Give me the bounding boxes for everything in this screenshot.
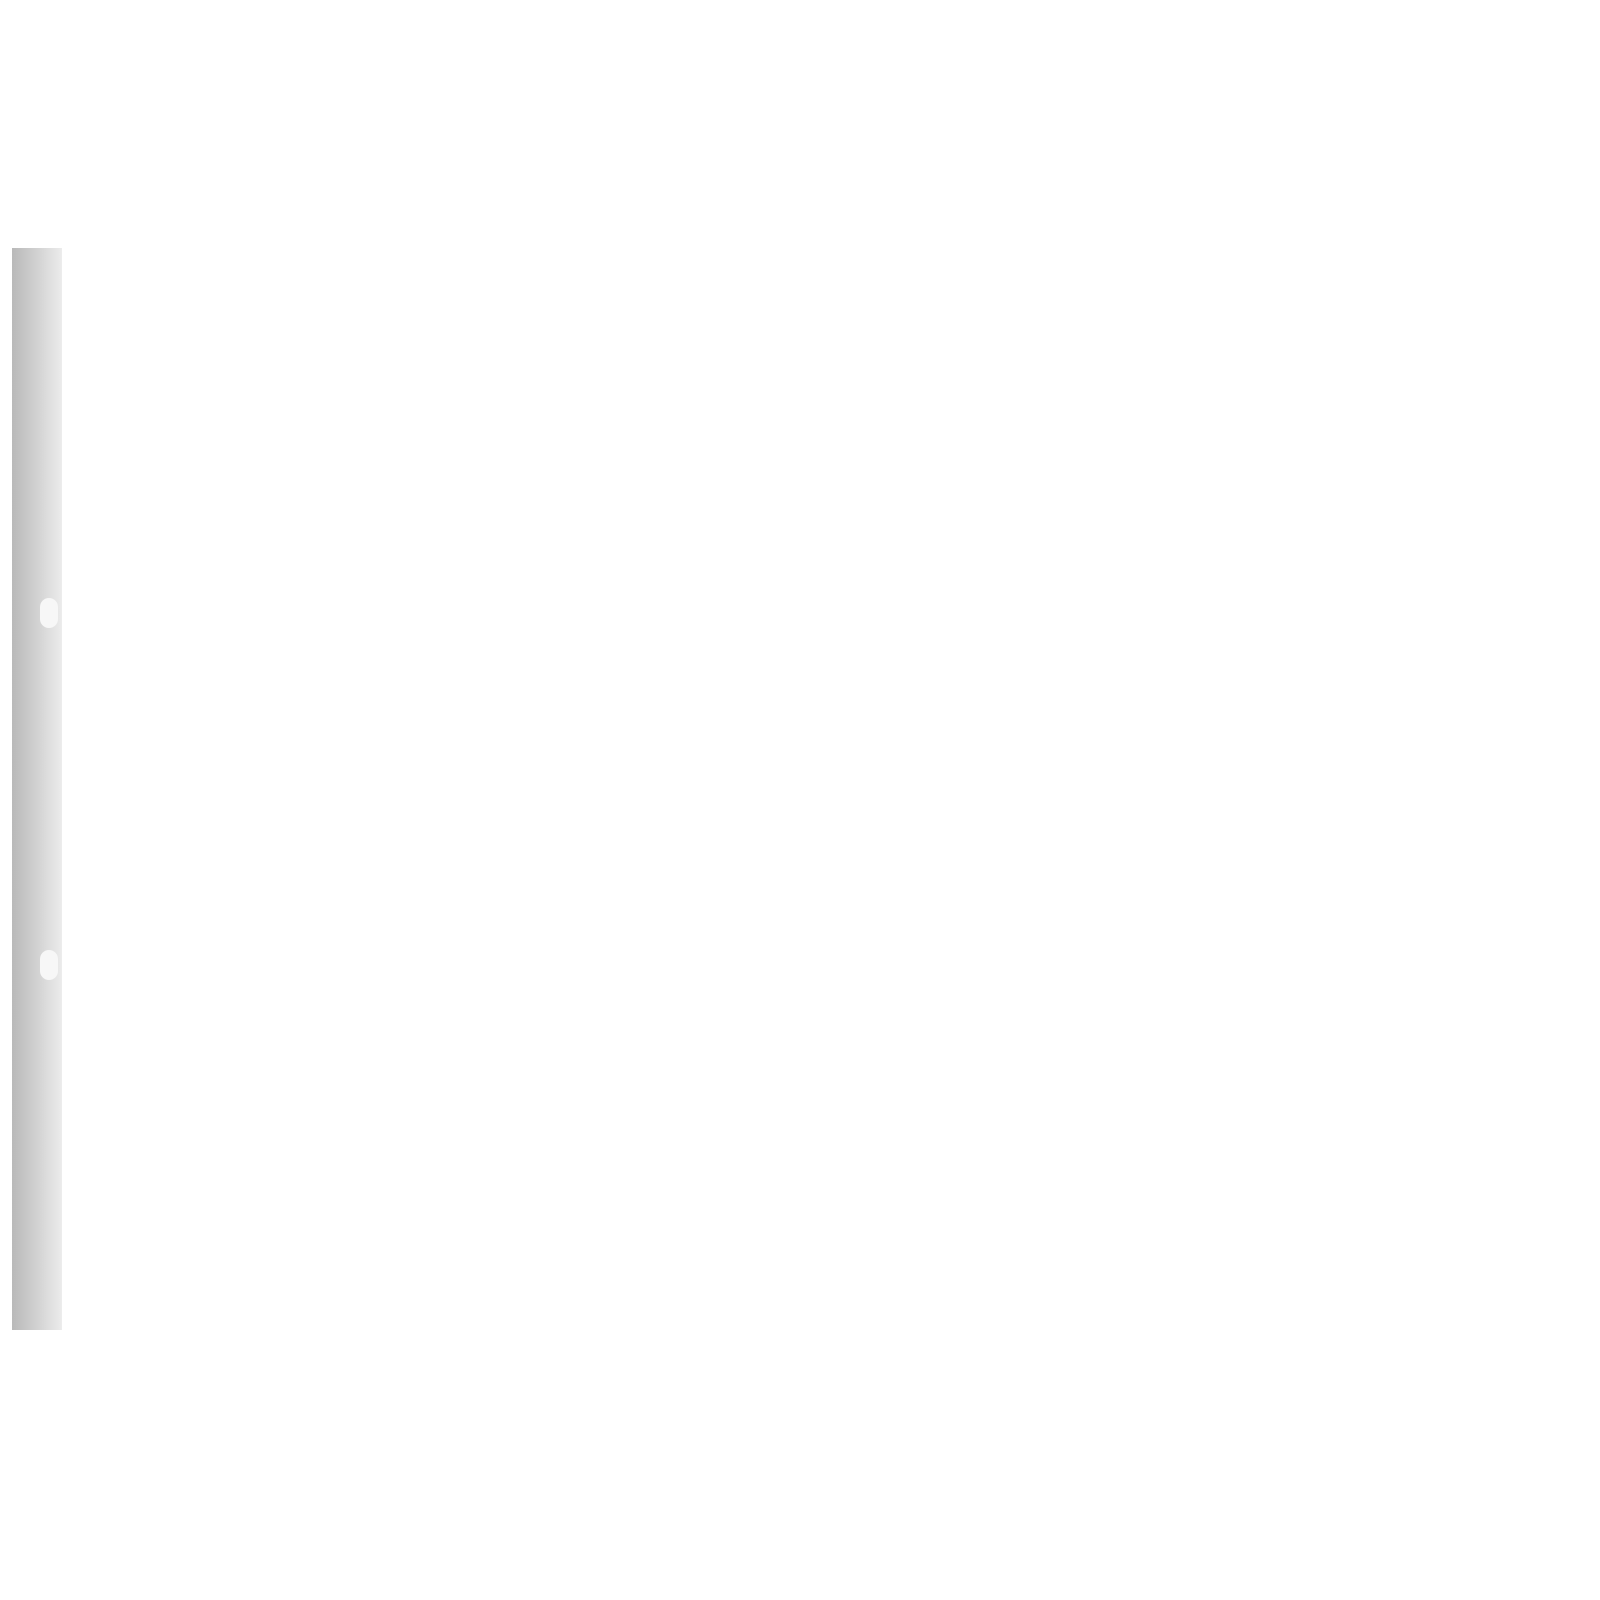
- header-entry-type: [487, 344, 523, 416]
- header-factory: [426, 344, 462, 416]
- header-count: [377, 344, 413, 414]
